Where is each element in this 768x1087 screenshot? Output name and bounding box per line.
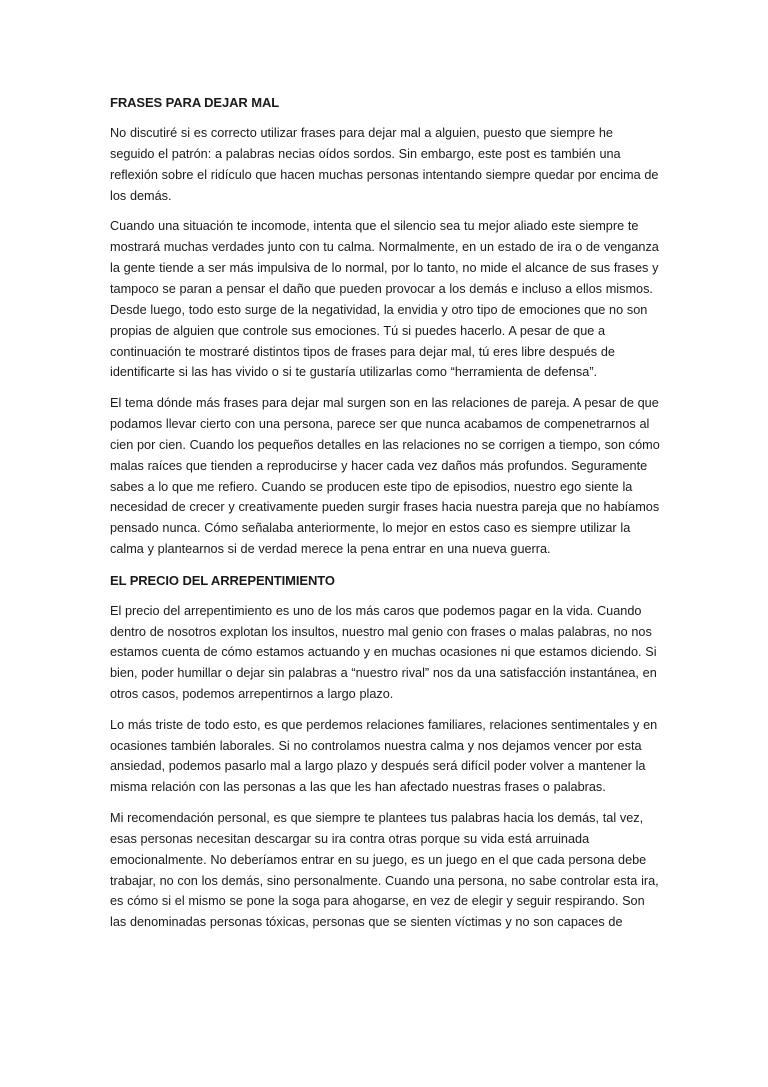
paragraph: No discutiré si es correcto utilizar frases para dejar mal a alguien, puesto que siempre he seguido el patrón: a palabras necias oídos sordos. Sin embargo, este post es también una reflexión sobre el ridículo que hacen muchas personas intentando siempre quedar por encima de los demás. [110, 126, 659, 203]
paragraph: El tema dónde más frases para dejar mal surgen son en las relaciones de pareja. A pesar de que podamos llevar cierto con una persona, parece ser que nunca acabamos de compenetrarnos al cien por cien. Cuando los pequeños detalles en las relaciones no se corrigen a tiempo, son cómo malas raíces que tienden a reproducirse y hacer cada vez daños más profundos. Seguramente sabes a lo que me refiero. Cuando se producen este tipo de episodios, nuestro ego siente la necesidad de crecer y creativamente pueden surgir frases hacia nuestra pareja que no habíamos pensado nunca. Cómo señalaba anteriormente, lo mejor en estos caso es siempre utilizar la calma y plantearnos si de verdad merece la pena entrar en una nueva guerra. [110, 395, 660, 557]
section-heading: EL PRECIO DEL ARREPENTIMIENTO [110, 572, 335, 588]
paragraph: El precio del arrepentimiento es uno de los más caros que podemos pagar en la vida. Cuando dentro de nosotros explotan los insultos, nuestro mal genio con frases o malas palabras, no nos estamos cuenta de cómo estamos actuando y en muchas ocasiones ni que estamos diciendo. Si bien, poder humillar o dejar sin palabras a “nuestro rival” nos da una satisfacción instantánea, en otros casos, podemos arrepentirnos a largo plazo. [110, 603, 657, 702]
paragraph: Lo más triste de todo esto, es que perdemos relaciones familiares, relaciones sentimentales y en ocasiones también laborales. Si no controlamos nuestra calma y nos dejamos vencer por esta ansiedad, podemos pasarlo mal a largo plazo y después será difícil poder volver a mantener la misma relación con las personas a las que les han afectado nuestras frases o palabras. [110, 717, 658, 795]
paragraph: Cuando una situación te incomode, intenta que el silencio sea tu mejor aliado este siempre te mostrará muchas verdades junto con tu calma. Normalmente, en un estado de ira o de venganza la gente tiende a ser más impulsiva de lo normal, por lo tanto, no mide el alcance de sus frases y tampoco se paran a pensar el daño que pueden provocar a los demás e incluso a ellos mismos. Desde luego, todo esto surge de la negatividad, la envidia y otro tipo de emociones que no son propias de alguien que controle sus emociones. Tú si puedes hacerlo. A pesar de que a continuación te mostraré distintos tipos de frases para dejar mal, tú eres libre después de identificarte si las has vivido o si te gustaría utilizarlas como “herramienta de defensa”. [110, 219, 659, 380]
paragraph: Mi recomendación personal, es que siempre te plantees tus palabras hacia los demás, tal vez, esas personas necesitan descargar su ira contra otras porque su vida está arruinada emocionalmente. No deberíamos entrar en su juego, es un juego en el que cada persona debe trabajar, no con los demás, sino personalmente. Cuando una persona, no sabe controlar esta ira, es cómo si el mismo se pone la soga para ahogarse, en vez de elegir y seguir respirando. Son las denominadas personas tóxicas, personas que se sienten víctimas y no son capaces de [110, 810, 659, 930]
document-page [110, 92, 660, 943]
document-title: FRASES PARA DEJAR MAL [110, 95, 280, 110]
